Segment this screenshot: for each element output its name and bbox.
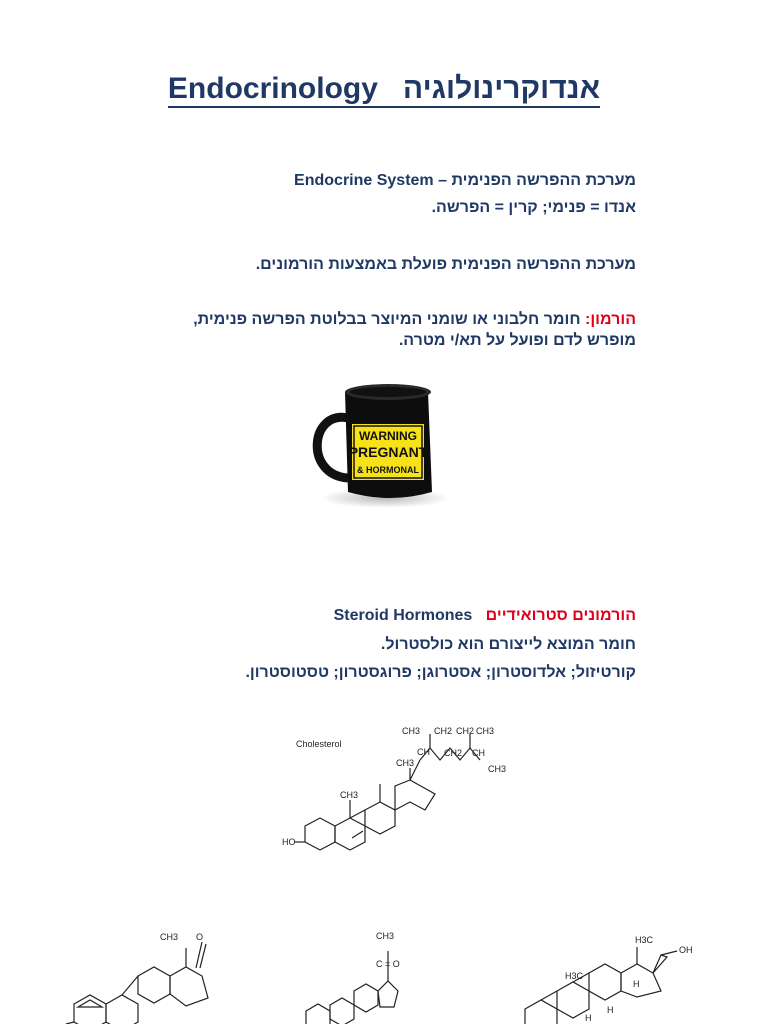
- hormone-definition: [116, 309, 636, 351]
- chol-ch-b: CH: [472, 748, 485, 758]
- hormone-text-line1: חומר חלבוני או שומני המיוצר בבלוטת הפרשה פנימית,: [193, 311, 581, 328]
- chol-ch2-b: CH2: [444, 748, 463, 758]
- title-english: Endocrinology: [167, 72, 378, 105]
- mug-line1: WARNING: [359, 429, 417, 443]
- hormone-term: הורמון:: [585, 311, 636, 328]
- estrone-structure: [60, 920, 220, 1024]
- steroid-heading: [116, 605, 636, 626]
- mug-line3: & HORMONAL: [357, 465, 419, 475]
- test-h-a: H: [607, 1005, 614, 1015]
- chol-ho: HO: [282, 837, 296, 847]
- chol-ch3-a: CH3: [340, 790, 359, 800]
- chol-ch3-c: CH3: [402, 726, 421, 736]
- test-oh: OH: [679, 945, 693, 955]
- test-h3c-a: H3C: [635, 935, 654, 945]
- steroid-source-line: חומר המוצא לייצורם הוא כולסטרול.: [380, 636, 636, 653]
- cholesterol-structure: [280, 720, 520, 860]
- test-h3c-b: H3C: [565, 971, 584, 981]
- intro-line-1: מערכת ההפרשה הפנימית – Endocrine System: [294, 172, 636, 189]
- chol-ch: CH: [417, 747, 430, 757]
- progesterone-structure: [298, 925, 418, 1024]
- test-h-b: H: [585, 1013, 592, 1023]
- testosterone-structure: [515, 925, 705, 1024]
- chol-ch2-c: CH2: [456, 726, 475, 736]
- cholesterol-label: Cholesterol: [296, 739, 342, 749]
- estrone-ch3: CH3: [160, 932, 179, 942]
- prog-c-eq-o: C = O: [376, 959, 400, 969]
- intro-line-2: אנדו = פנימי; קרין = הפרשה.: [431, 199, 636, 216]
- chol-ch3-b: CH3: [396, 758, 415, 768]
- test-h-c: H: [633, 979, 640, 989]
- estrone-o: O: [196, 932, 204, 942]
- steroid-examples-line: קורטיזול; אלדוסטרון; אסטרוגן; פרוגסטרון; טסטוסטרון.: [245, 664, 636, 681]
- chol-ch3-e: CH3: [488, 764, 507, 774]
- chol-ch2-a: CH2: [434, 726, 453, 736]
- steroid-heading-hebrew: הורמונים סטרואידיים: [485, 607, 636, 624]
- chol-ch3-d: CH3: [476, 726, 495, 736]
- page-title: [0, 72, 768, 106]
- steroid-heading-english: Steroid Hormones: [333, 607, 473, 624]
- hormone-text-line2: מופרש לדם ופועל על תא/י מטרה.: [398, 332, 636, 349]
- title-hebrew: אנדוקרינולוגיה: [402, 72, 601, 105]
- prog-ch3: CH3: [376, 931, 395, 941]
- system-statement: מערכת ההפרשה הפנימית פועלת באמצעות הורמונים.: [255, 256, 636, 273]
- mug-line2: PREGNANT: [348, 444, 428, 460]
- mug-image: [300, 380, 450, 510]
